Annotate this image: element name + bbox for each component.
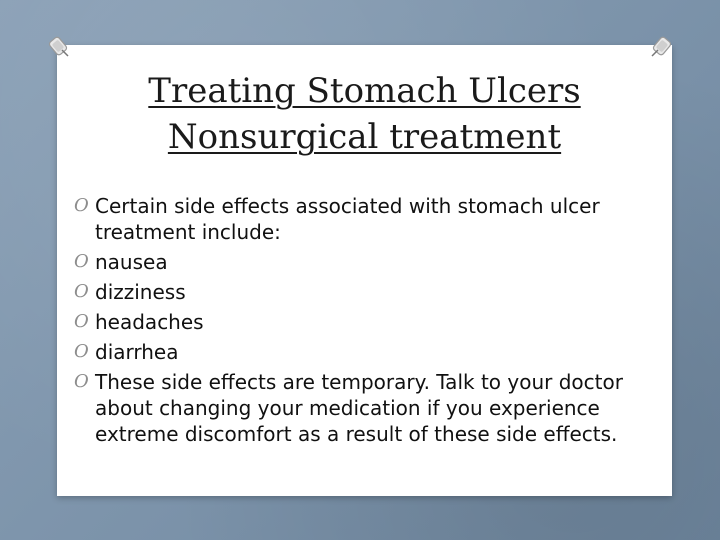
- pushpin-icon: [46, 34, 72, 60]
- bullet-mark: O: [74, 341, 89, 362]
- bullet-text: dizziness: [95, 280, 186, 304]
- bullet-item: [74, 309, 644, 335]
- bullet-item: [74, 369, 644, 447]
- bullet-list: [74, 193, 644, 451]
- bullet-item: [74, 249, 644, 275]
- title-line-1: Treating Stomach Ulcers: [148, 71, 581, 111]
- title-line-2: Nonsurgical treatment: [167, 117, 562, 157]
- bullet-mark: O: [74, 195, 89, 216]
- bullet-text: Certain side effects associated with stomach ulcer treatment include:: [95, 194, 600, 244]
- bullet-item: [74, 279, 644, 305]
- bullet-mark: O: [74, 251, 89, 272]
- bullet-mark: O: [74, 371, 89, 392]
- pushpin-icon: [648, 34, 674, 60]
- bullet-text: nausea: [95, 250, 168, 274]
- bullet-mark: O: [74, 281, 89, 302]
- bullet-mark: O: [74, 311, 89, 332]
- bullet-text: These side effects are temporary. Talk to your doctor about changing your medication if you experience extreme discomfort as a result of these side effects.: [95, 370, 623, 446]
- slide-title: [57, 68, 672, 160]
- bullet-item: [74, 193, 644, 245]
- bullet-text: diarrhea: [95, 340, 179, 364]
- bullet-item: [74, 339, 644, 365]
- bullet-text: headaches: [95, 310, 204, 334]
